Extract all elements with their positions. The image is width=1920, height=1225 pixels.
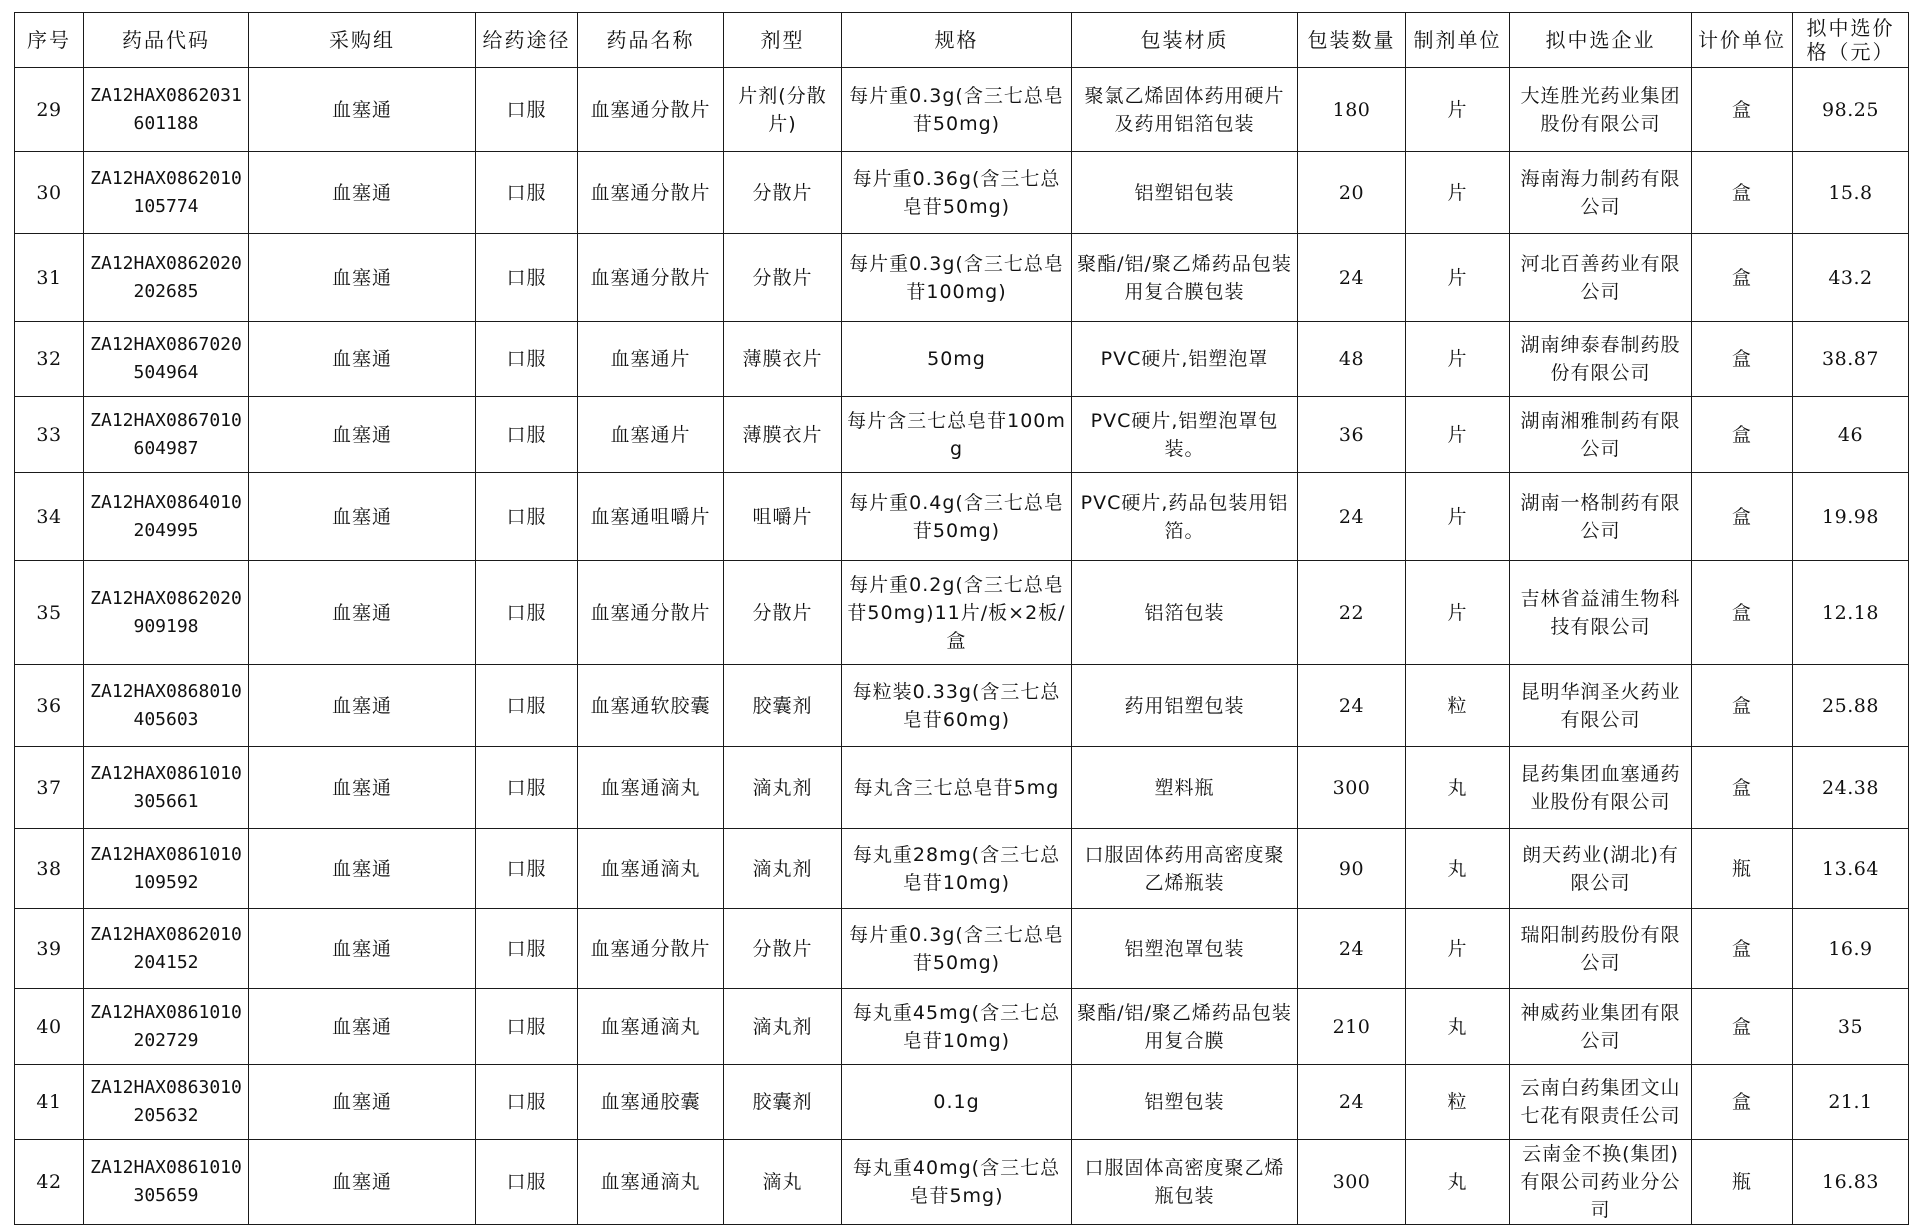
cell-seq: 32 [15,322,84,397]
cell-unit: 粒 [1406,665,1510,747]
cell-company: 大连胜光药业集团股份有限公司 [1510,68,1692,152]
cell-form: 片剂(分散片) [724,68,842,152]
cell-packaging: 铝塑铝包装 [1072,152,1298,234]
cell-price: 12.18 [1793,561,1909,665]
cell-name: 血塞通分散片 [578,561,724,665]
drug-price-table [14,12,1909,1225]
cell-route: 口服 [476,829,578,909]
cell-price: 21.1 [1793,1065,1909,1140]
cell-packaging: PVC硬片,铝塑泡罩包装。 [1072,397,1298,473]
cell-form: 滴丸剂 [724,829,842,909]
cell-form: 咀嚼片 [724,473,842,561]
cell-qty: 24 [1298,909,1406,989]
cell-name: 血塞通滴丸 [578,989,724,1065]
cell-code: ZA12HAX0862020202685 [84,234,249,322]
table-row [15,561,1909,665]
cell-unit: 片 [1406,397,1510,473]
cell-price: 43.2 [1793,234,1909,322]
cell-packaging: 聚酯/铝/聚乙烯药品包装用复合膜包装 [1072,234,1298,322]
cell-packaging: 铝塑包装 [1072,1065,1298,1140]
cell-company: 神威药业集团有限公司 [1510,989,1692,1065]
cell-price-unit: 盒 [1692,747,1793,829]
cell-name: 血塞通分散片 [578,68,724,152]
cell-qty: 24 [1298,473,1406,561]
cell-seq: 36 [15,665,84,747]
cell-price: 13.64 [1793,829,1909,909]
cell-code: ZA12HAX0861010305659 [84,1140,249,1225]
cell-qty: 24 [1298,1065,1406,1140]
cell-price-unit: 盒 [1692,397,1793,473]
cell-route: 口服 [476,665,578,747]
cell-spec: 每片重0.3g(含三七总皂苷50mg) [842,909,1072,989]
table-body [15,68,1909,1225]
cell-unit: 片 [1406,152,1510,234]
cell-form: 滴丸剂 [724,747,842,829]
cell-form: 薄膜衣片 [724,397,842,473]
table-row [15,989,1909,1065]
header-price: 拟中选价格（元） [1793,13,1909,68]
cell-seq: 39 [15,909,84,989]
header-code: 药品代码 [84,13,249,68]
cell-route: 口服 [476,234,578,322]
table-row [15,397,1909,473]
cell-name: 血塞通片 [578,322,724,397]
cell-price-unit: 盒 [1692,68,1793,152]
cell-group: 血塞通 [249,747,476,829]
cell-route: 口服 [476,473,578,561]
table-row [15,234,1909,322]
cell-price-unit: 盒 [1692,909,1793,989]
table-row [15,1140,1909,1225]
cell-price-unit: 盒 [1692,989,1793,1065]
cell-unit: 丸 [1406,1140,1510,1225]
header-form: 剂型 [724,13,842,68]
cell-seq: 29 [15,68,84,152]
cell-price: 98.25 [1793,68,1909,152]
cell-form: 分散片 [724,234,842,322]
cell-spec: 每片重0.3g(含三七总皂苷50mg) [842,68,1072,152]
header-qty: 包装数量 [1298,13,1406,68]
cell-unit: 丸 [1406,747,1510,829]
table-row [15,909,1909,989]
cell-spec: 每片含三七总皂苷100mg [842,397,1072,473]
cell-unit: 丸 [1406,829,1510,909]
cell-packaging: PVC硬片,铝塑泡罩 [1072,322,1298,397]
cell-company: 海南海力制药有限公司 [1510,152,1692,234]
cell-packaging: 口服固体高密度聚乙烯瓶包装 [1072,1140,1298,1225]
table-row [15,1065,1909,1140]
cell-company: 湖南一格制药有限公司 [1510,473,1692,561]
cell-price: 15.8 [1793,152,1909,234]
cell-unit: 片 [1406,322,1510,397]
cell-spec: 每粒装0.33g(含三七总皂苷60mg) [842,665,1072,747]
cell-form: 分散片 [724,909,842,989]
cell-price-unit: 盒 [1692,152,1793,234]
cell-packaging: 塑料瓶 [1072,747,1298,829]
cell-price: 16.9 [1793,909,1909,989]
table-row [15,747,1909,829]
cell-code: ZA12HAX0861010202729 [84,989,249,1065]
cell-unit: 片 [1406,473,1510,561]
cell-code: ZA12HAX0864010204995 [84,473,249,561]
cell-qty: 24 [1298,234,1406,322]
header-group: 采购组 [249,13,476,68]
cell-spec: 每片重0.4g(含三七总皂苷50mg) [842,473,1072,561]
cell-route: 口服 [476,747,578,829]
cell-route: 口服 [476,909,578,989]
cell-unit: 片 [1406,909,1510,989]
cell-price-unit: 瓶 [1692,1140,1793,1225]
cell-route: 口服 [476,1065,578,1140]
cell-route: 口服 [476,68,578,152]
cell-qty: 300 [1298,1140,1406,1225]
cell-price: 24.38 [1793,747,1909,829]
cell-company: 河北百善药业有限公司 [1510,234,1692,322]
cell-spec: 0.1g [842,1065,1072,1140]
cell-unit: 丸 [1406,989,1510,1065]
cell-code: ZA12HAX0861010305661 [84,747,249,829]
cell-seq: 41 [15,1065,84,1140]
cell-code: ZA12HAX0868010405603 [84,665,249,747]
cell-spec: 每片重0.3g(含三七总皂苷100mg) [842,234,1072,322]
cell-code: ZA12HAX0862020909198 [84,561,249,665]
cell-price-unit: 盒 [1692,234,1793,322]
header-spec: 规格 [842,13,1072,68]
cell-company: 昆明华润圣火药业有限公司 [1510,665,1692,747]
cell-packaging: 口服固体药用高密度聚乙烯瓶装 [1072,829,1298,909]
table-row [15,152,1909,234]
header-company: 拟中选企业 [1510,13,1692,68]
header-unit: 制剂单位 [1406,13,1510,68]
cell-company: 吉林省益浦生物科技有限公司 [1510,561,1692,665]
cell-group: 血塞通 [249,473,476,561]
cell-price-unit: 盒 [1692,473,1793,561]
cell-company: 瑞阳制药股份有限公司 [1510,909,1692,989]
cell-name: 血塞通片 [578,397,724,473]
cell-seq: 34 [15,473,84,561]
cell-seq: 30 [15,152,84,234]
cell-name: 血塞通滴丸 [578,747,724,829]
cell-company: 湖南绅泰春制药股份有限公司 [1510,322,1692,397]
table-row [15,473,1909,561]
cell-name: 血塞通分散片 [578,152,724,234]
cell-name: 血塞通胶囊 [578,1065,724,1140]
cell-route: 口服 [476,152,578,234]
table-row [15,322,1909,397]
cell-seq: 38 [15,829,84,909]
cell-qty: 36 [1298,397,1406,473]
cell-seq: 31 [15,234,84,322]
cell-form: 滴丸 [724,1140,842,1225]
cell-code: ZA12HAX0862031601188 [84,68,249,152]
cell-packaging: 聚酯/铝/聚乙烯药品包装用复合膜 [1072,989,1298,1065]
cell-seq: 35 [15,561,84,665]
cell-route: 口服 [476,1140,578,1225]
cell-spec: 每丸重28mg(含三七总皂苷10mg) [842,829,1072,909]
cell-unit: 片 [1406,68,1510,152]
cell-group: 血塞通 [249,561,476,665]
cell-qty: 180 [1298,68,1406,152]
cell-group: 血塞通 [249,1065,476,1140]
cell-route: 口服 [476,561,578,665]
cell-name: 血塞通分散片 [578,909,724,989]
cell-group: 血塞通 [249,397,476,473]
cell-spec: 每丸重40mg(含三七总皂苷5mg) [842,1140,1072,1225]
cell-group: 血塞通 [249,989,476,1065]
cell-packaging: 药用铝塑包装 [1072,665,1298,747]
cell-price: 19.98 [1793,473,1909,561]
cell-qty: 24 [1298,665,1406,747]
cell-form: 分散片 [724,561,842,665]
cell-route: 口服 [476,322,578,397]
cell-group: 血塞通 [249,322,476,397]
cell-price-unit: 瓶 [1692,829,1793,909]
cell-code: ZA12HAX0862010105774 [84,152,249,234]
cell-code: ZA12HAX0863010205632 [84,1065,249,1140]
cell-qty: 300 [1298,747,1406,829]
header-row [15,13,1909,68]
cell-name: 血塞通滴丸 [578,1140,724,1225]
cell-packaging: 铝塑泡罩包装 [1072,909,1298,989]
table-row [15,665,1909,747]
cell-name: 血塞通咀嚼片 [578,473,724,561]
cell-seq: 37 [15,747,84,829]
cell-unit: 粒 [1406,1065,1510,1140]
cell-spec: 50mg [842,322,1072,397]
header-packaging: 包装材质 [1072,13,1298,68]
table-row [15,829,1909,909]
cell-price-unit: 盒 [1692,1065,1793,1140]
cell-company: 湖南湘雅制药有限公司 [1510,397,1692,473]
cell-seq: 42 [15,1140,84,1225]
cell-spec: 每片重0.2g(含三七总皂苷50mg)11片/板×2板/盒 [842,561,1072,665]
cell-price: 16.83 [1793,1140,1909,1225]
cell-code: ZA12HAX0867020504964 [84,322,249,397]
header-name: 药品名称 [578,13,724,68]
cell-group: 血塞通 [249,234,476,322]
cell-name: 血塞通分散片 [578,234,724,322]
table-header [15,13,1909,68]
cell-price: 25.88 [1793,665,1909,747]
cell-group: 血塞通 [249,68,476,152]
header-seq: 序号 [15,13,84,68]
cell-price-unit: 盒 [1692,561,1793,665]
cell-group: 血塞通 [249,909,476,989]
cell-company: 昆药集团血塞通药业股份有限公司 [1510,747,1692,829]
cell-qty: 20 [1298,152,1406,234]
cell-route: 口服 [476,989,578,1065]
header-route: 给药途径 [476,13,578,68]
cell-form: 胶囊剂 [724,1065,842,1140]
cell-group: 血塞通 [249,829,476,909]
cell-code: ZA12HAX0861010109592 [84,829,249,909]
cell-form: 胶囊剂 [724,665,842,747]
cell-seq: 33 [15,397,84,473]
cell-qty: 210 [1298,989,1406,1065]
cell-company: 云南金不换(集团)有限公司药业分公司 [1510,1140,1692,1225]
cell-company: 朗天药业(湖北)有限公司 [1510,829,1692,909]
cell-group: 血塞通 [249,152,476,234]
cell-code: ZA12HAX0862010204152 [84,909,249,989]
cell-group: 血塞通 [249,665,476,747]
cell-price-unit: 盒 [1692,665,1793,747]
cell-form: 分散片 [724,152,842,234]
cell-seq: 40 [15,989,84,1065]
cell-unit: 片 [1406,561,1510,665]
cell-packaging: PVC硬片,药品包装用铝箔。 [1072,473,1298,561]
cell-unit: 片 [1406,234,1510,322]
cell-name: 血塞通滴丸 [578,829,724,909]
header-price-unit: 计价单位 [1692,13,1793,68]
cell-group: 血塞通 [249,1140,476,1225]
cell-code: ZA12HAX0867010604987 [84,397,249,473]
cell-name: 血塞通软胶囊 [578,665,724,747]
cell-qty: 90 [1298,829,1406,909]
cell-packaging: 铝箔包装 [1072,561,1298,665]
cell-qty: 22 [1298,561,1406,665]
cell-route: 口服 [476,397,578,473]
cell-spec: 每片重0.36g(含三七总皂苷50mg) [842,152,1072,234]
cell-form: 薄膜衣片 [724,322,842,397]
cell-qty: 48 [1298,322,1406,397]
cell-form: 滴丸剂 [724,989,842,1065]
cell-spec: 每丸含三七总皂苷5mg [842,747,1072,829]
cell-spec: 每丸重45mg(含三七总皂苷10mg) [842,989,1072,1065]
cell-price: 35 [1793,989,1909,1065]
table-row [15,68,1909,152]
cell-price: 46 [1793,397,1909,473]
cell-company: 云南白药集团文山七花有限责任公司 [1510,1065,1692,1140]
cell-packaging: 聚氯乙烯固体药用硬片及药用铝箔包装 [1072,68,1298,152]
cell-price-unit: 盒 [1692,322,1793,397]
cell-price: 38.87 [1793,322,1909,397]
